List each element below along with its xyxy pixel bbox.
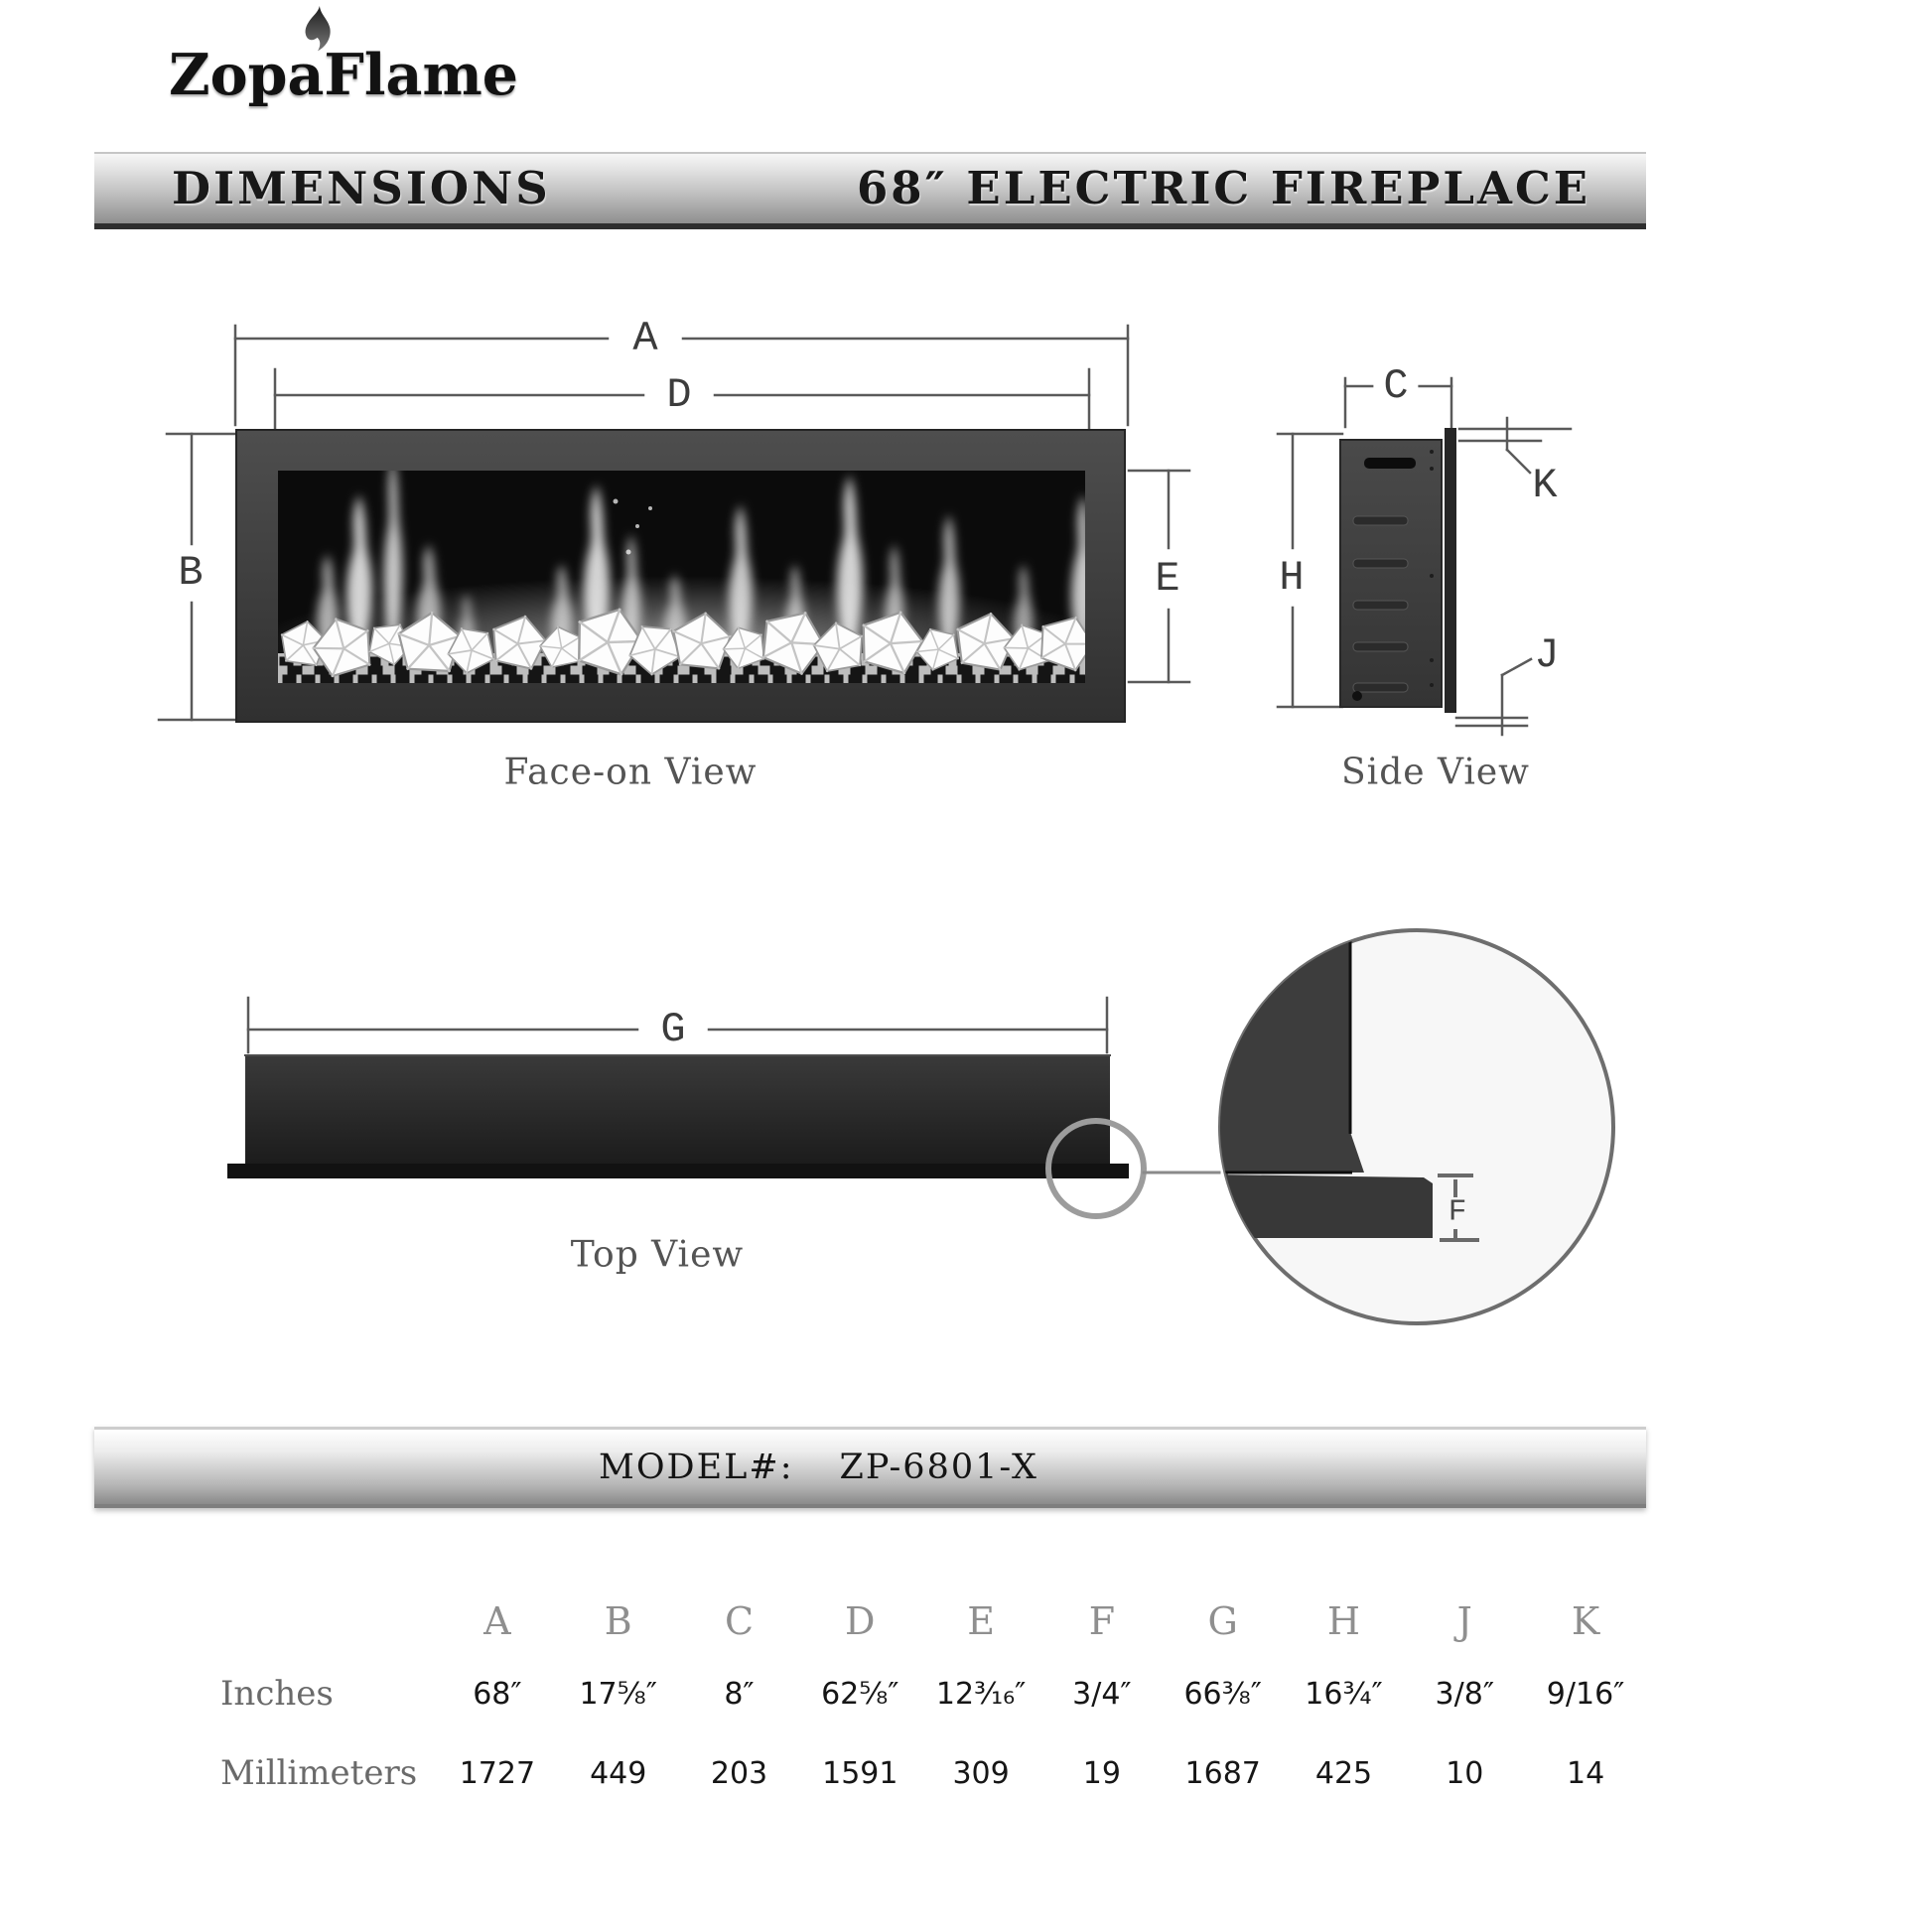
- mm-K: 14: [1567, 1755, 1605, 1791]
- table-col-K: K: [1571, 1599, 1600, 1643]
- inches-G: 66³⁄₈″: [1183, 1676, 1262, 1712]
- top-front-flange: [227, 1164, 1129, 1178]
- inches-D: 62⁵⁄₈″: [821, 1676, 899, 1712]
- table-col-J: J: [1456, 1599, 1472, 1643]
- model-number: ZP-6801-X: [839, 1447, 1038, 1487]
- mm-G: 1687: [1184, 1755, 1261, 1791]
- mm-H: 425: [1314, 1755, 1373, 1791]
- inches-A: 68″: [473, 1676, 522, 1712]
- dim-label-G: G: [650, 1007, 695, 1052]
- dim-label-F: F: [1448, 1194, 1467, 1230]
- dimensions-title: DIMENSIONS: [172, 162, 551, 214]
- side-heater-vent: [1364, 458, 1416, 469]
- product-title: 68″ ELECTRIC FIREPLACE: [857, 162, 1591, 214]
- table-col-G: G: [1207, 1599, 1238, 1643]
- row-label-millimeters: Millimeters: [220, 1753, 418, 1793]
- face-on-view-caption: Face-on View: [503, 752, 758, 793]
- table-col-D: D: [845, 1599, 876, 1643]
- table-col-F: F: [1088, 1599, 1116, 1643]
- side-front-flange: [1445, 428, 1456, 713]
- dim-label-E: E: [1145, 556, 1189, 602]
- row-label-inches: Inches: [220, 1674, 334, 1714]
- inches-H: 16³⁄₄″: [1305, 1676, 1383, 1712]
- side-body: [1340, 440, 1442, 707]
- brand-name: ZopaFlame: [169, 42, 519, 108]
- mm-A: 1727: [459, 1755, 536, 1791]
- side-view-drawing: [1278, 378, 1571, 735]
- dimensions-table: [169, 1588, 1646, 1813]
- dim-label-K: K: [1532, 462, 1558, 509]
- dim-label-A: A: [632, 315, 658, 362]
- inches-F: 3/4″: [1072, 1676, 1132, 1712]
- mm-F: 19: [1082, 1755, 1121, 1791]
- table-col-E: E: [967, 1599, 995, 1643]
- model-label: MODEL#:: [599, 1447, 794, 1487]
- top-view-drawing: [227, 998, 1219, 1216]
- inches-K: 9/16″: [1546, 1676, 1625, 1712]
- mm-C: 203: [710, 1755, 768, 1791]
- inches-J: 3/8″: [1435, 1676, 1495, 1712]
- inches-C: 8″: [724, 1676, 755, 1712]
- dim-line-J: [1456, 659, 1531, 735]
- table-col-B: B: [604, 1599, 632, 1643]
- dim-label-B: B: [168, 550, 212, 596]
- top-view-caption: Top View: [570, 1234, 745, 1276]
- table-col-H: H: [1326, 1599, 1361, 1643]
- inches-E: 12³⁄₁₆″: [935, 1676, 1027, 1712]
- dim-label-H: H: [1269, 555, 1313, 601]
- table-col-A: A: [483, 1599, 511, 1643]
- inches-B: 17⁵⁄₈″: [579, 1676, 657, 1712]
- model-bar: [94, 1427, 1646, 1508]
- mm-D: 1591: [822, 1755, 898, 1791]
- dim-label-C: C: [1373, 363, 1418, 409]
- side-view-caption: Side View: [1341, 752, 1530, 793]
- mm-B: 449: [590, 1755, 647, 1791]
- dim-label-J: J: [1534, 631, 1560, 679]
- mm-E: 309: [952, 1755, 1010, 1791]
- table-col-C: C: [724, 1599, 755, 1643]
- table-corner: [169, 1588, 437, 1654]
- dim-label-D: D: [666, 371, 692, 419]
- flange-detail-drawing: [1211, 918, 1613, 1323]
- mm-J: 10: [1446, 1755, 1484, 1791]
- top-body: [245, 1054, 1110, 1164]
